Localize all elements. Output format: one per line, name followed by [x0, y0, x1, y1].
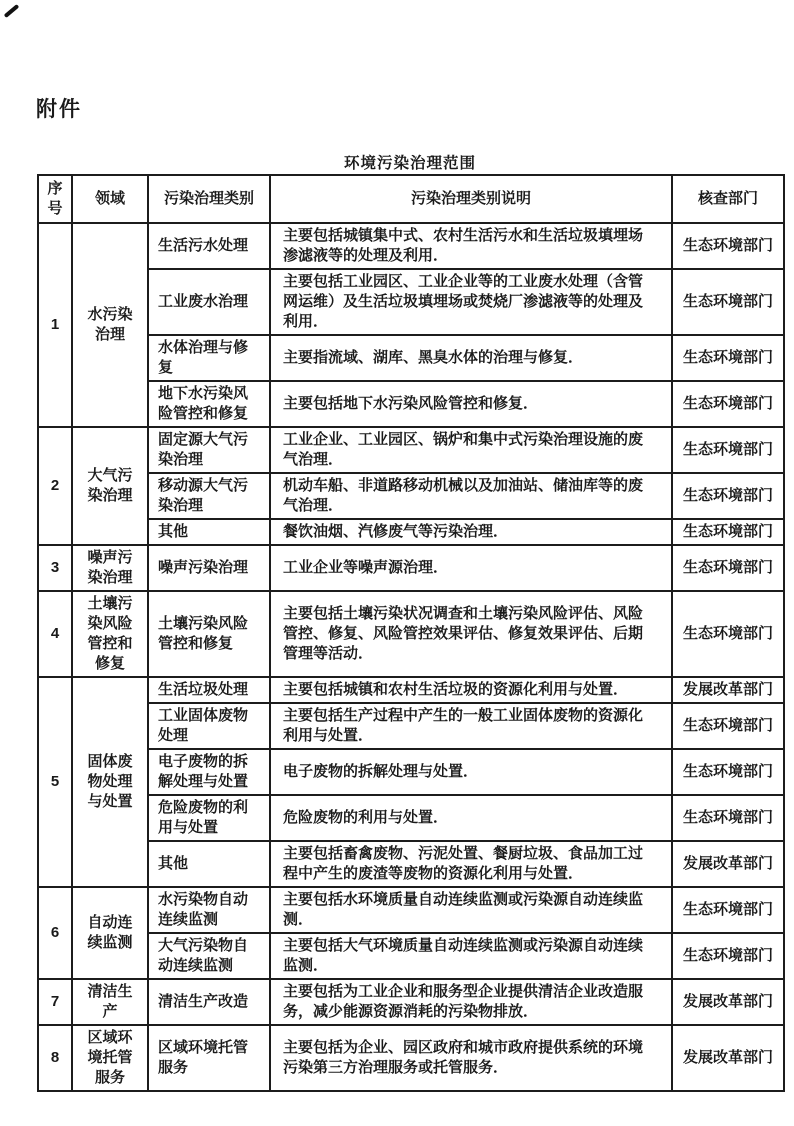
- department-cell: 生态环境部门: [672, 381, 784, 427]
- category-cell: 区域环境托管服务: [148, 1025, 270, 1091]
- row-number-cell: 6: [38, 887, 72, 979]
- description-cell: 工业企业等噪声源治理．: [270, 545, 672, 591]
- table-row: [38, 841, 784, 887]
- field-cell: 土壤污染风险管控和修复: [72, 591, 148, 677]
- description-cell: 危险废物的利用与处置．: [270, 795, 672, 841]
- table-row: [38, 1025, 784, 1091]
- description-cell: 主要包括城镇和农村生活垃圾的资源化利用与处置．: [270, 677, 672, 703]
- table-row: [38, 933, 784, 979]
- header-cell-num: 序号: [38, 175, 72, 223]
- category-cell: 清洁生产改造: [148, 979, 270, 1025]
- row-number-cell: 1: [38, 223, 72, 427]
- department-cell: 生态环境部门: [672, 591, 784, 677]
- category-cell: 生活污水处理: [148, 223, 270, 269]
- description-cell: 主要包括畜禽废物、污泥处置、餐厨垃圾、食品加工过程中产生的废渣等废物的资源化利用与处置．: [270, 841, 672, 887]
- department-cell: 生态环境部门: [672, 335, 784, 381]
- category-cell: 生活垃圾处理: [148, 677, 270, 703]
- category-cell: 大气污染物自动连续监测: [148, 933, 270, 979]
- category-cell: 工业固体废物处理: [148, 703, 270, 749]
- row-number-cell: 3: [38, 545, 72, 591]
- attachment-label: 附件: [36, 98, 82, 121]
- row-number-cell: 5: [38, 677, 72, 887]
- table-row: [38, 749, 784, 795]
- header-cell-department: 核查部门: [672, 175, 784, 223]
- description-cell: 主要包括土壤污染状况调查和土壤污染风险评估、风险管控、修复、风险管控效果评估、修复效果评估、后期管理等活动．: [270, 591, 672, 677]
- header-cell-field: 领域: [72, 175, 148, 223]
- table-row: [38, 519, 784, 545]
- table-row: [38, 545, 784, 591]
- department-cell: 生态环境部门: [672, 933, 784, 979]
- table-row: [38, 381, 784, 427]
- department-cell: 生态环境部门: [672, 519, 784, 545]
- header-cell-description: 污染治理类别说明: [270, 175, 672, 223]
- row-number-cell: 8: [38, 1025, 72, 1091]
- category-cell: 地下水污染风险管控和修复: [148, 381, 270, 427]
- field-cell: 固体废物处理与处置: [72, 677, 148, 887]
- department-cell: 发展改革部门: [672, 841, 784, 887]
- department-cell: 生态环境部门: [672, 545, 784, 591]
- category-cell: 水体治理与修复: [148, 335, 270, 381]
- table-row: [38, 795, 784, 841]
- category-cell: 移动源大气污染治理: [148, 473, 270, 519]
- department-cell: 生态环境部门: [672, 223, 784, 269]
- table-row: [38, 335, 784, 381]
- description-cell: 主要包括为工业企业和服务型企业提供清洁企业改造服务，减少能源资源消耗的污染物排放．: [270, 979, 672, 1025]
- description-cell: 主要指流域、湖库、黑臭水体的治理与修复．: [270, 335, 672, 381]
- description-cell: 主要包括工业园区、工业企业等的工业废水处理（含管网运维）及生活垃圾填埋场或焚烧厂渗滤液等的处理及利用．: [270, 269, 672, 335]
- field-cell: 噪声污染治理: [72, 545, 148, 591]
- row-number-cell: 7: [38, 979, 72, 1025]
- table-row: [38, 677, 784, 703]
- table-header: [38, 175, 784, 223]
- description-cell: 主要包括生产过程中产生的一般工业固体废物的资源化利用与处置．: [270, 703, 672, 749]
- category-cell: 危险废物的利用与处置: [148, 795, 270, 841]
- category-cell: 其他: [148, 519, 270, 545]
- field-cell: 清洁生产: [72, 979, 148, 1025]
- pollution-scope-table: [37, 174, 785, 1092]
- table-row: [38, 473, 784, 519]
- category-cell: 工业废水治理: [148, 269, 270, 335]
- description-cell: 主要包括城镇集中式、农村生活污水和生活垃圾填埋场渗滤液等的处理及利用．: [270, 223, 672, 269]
- department-cell: 生态环境部门: [672, 703, 784, 749]
- department-cell: 生态环境部门: [672, 887, 784, 933]
- description-cell: 电子废物的拆解处理与处置．: [270, 749, 672, 795]
- header-cell-category: 污染治理类别: [148, 175, 270, 223]
- department-cell: 发展改革部门: [672, 1025, 784, 1091]
- table-row: [38, 979, 784, 1025]
- department-cell: 发展改革部门: [672, 979, 784, 1025]
- department-cell: 生态环境部门: [672, 749, 784, 795]
- field-cell: 大气污染治理: [72, 427, 148, 545]
- department-cell: 生态环境部门: [672, 795, 784, 841]
- department-cell: 生态环境部门: [672, 473, 784, 519]
- category-cell: 土壤污染风险管控和修复: [148, 591, 270, 677]
- field-cell: 自动连续监测: [72, 887, 148, 979]
- description-cell: 主要包括为企业、园区政府和城市政府提供系统的环境污染第三方治理服务或托管服务．: [270, 1025, 672, 1091]
- row-number-cell: 2: [38, 427, 72, 545]
- department-cell: 发展改革部门: [672, 677, 784, 703]
- table-row: [38, 887, 784, 933]
- table-row: [38, 591, 784, 677]
- field-cell: 水污染治理: [72, 223, 148, 427]
- description-cell: 主要包括水环境质量自动连续监测或污染源自动连续监测．: [270, 887, 672, 933]
- row-number-cell: 4: [38, 591, 72, 677]
- description-cell: 主要包括地下水污染风险管控和修复．: [270, 381, 672, 427]
- description-cell: 机动车船、非道路移动机械以及加油站、储油库等的废气治理．: [270, 473, 672, 519]
- scan-artifact-mark: [4, 4, 20, 18]
- table-row: [38, 269, 784, 335]
- description-cell: 餐饮油烟、汽修废气等污染治理．: [270, 519, 672, 545]
- department-cell: 生态环境部门: [672, 269, 784, 335]
- category-cell: 噪声污染治理: [148, 545, 270, 591]
- field-cell: 区域环境托管服务: [72, 1025, 148, 1091]
- description-cell: 主要包括大气环境质量自动连续监测或污染源自动连续监测．: [270, 933, 672, 979]
- category-cell: 其他: [148, 841, 270, 887]
- table-row: [38, 223, 784, 269]
- department-cell: 生态环境部门: [672, 427, 784, 473]
- table-title: 环境污染治理范围: [343, 155, 476, 172]
- table-row: [38, 703, 784, 749]
- table-row: [38, 427, 784, 473]
- category-cell: 水污染物自动连续监测: [148, 887, 270, 933]
- description-cell: 工业企业、工业园区、锅炉和集中式污染治理设施的废气治理．: [270, 427, 672, 473]
- category-cell: 电子废物的拆解处理与处置: [148, 749, 270, 795]
- category-cell: 固定源大气污染治理: [148, 427, 270, 473]
- table-body: [38, 223, 784, 1091]
- header-row: [38, 175, 784, 223]
